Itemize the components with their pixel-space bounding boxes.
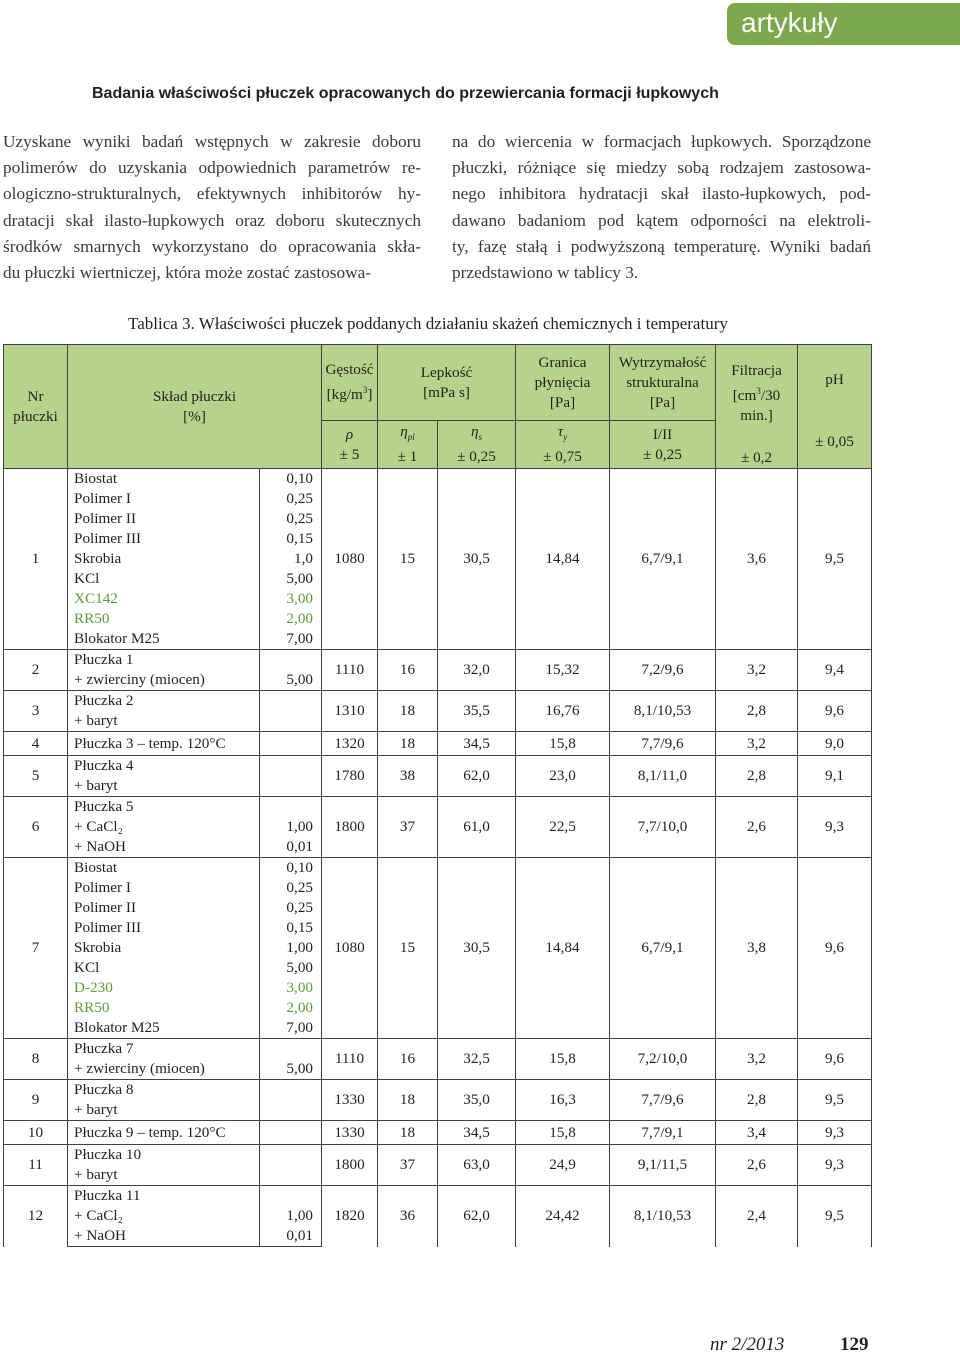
value-cell: 15,8: [516, 732, 610, 756]
component-name: Płuczka 3 – temp. 120°C: [68, 732, 260, 756]
value-cell: 62,0: [438, 756, 516, 797]
component-name: Polimer II: [68, 509, 260, 529]
component-percent: 5,00: [260, 670, 322, 691]
component-name: Polimer III: [68, 918, 260, 938]
value-cell: 15,8: [516, 1121, 610, 1145]
component-name: Skrobia: [68, 549, 260, 569]
value-cell: 7,7/9,6: [610, 1080, 716, 1121]
issue-number: nr 2/2013: [710, 1334, 785, 1355]
component-name: RR50: [68, 998, 260, 1018]
value-cell: 1320: [322, 732, 378, 756]
value-cell: 18: [378, 691, 438, 732]
value-cell: 2,8: [716, 691, 798, 732]
component-name: Polimer I: [68, 878, 260, 898]
value-cell: 18: [378, 1121, 438, 1145]
component-percent: 3,00: [260, 589, 322, 609]
header-rho: ρ ± 5: [322, 421, 378, 469]
component-percent: [260, 732, 322, 756]
value-cell: 9,6: [798, 1039, 872, 1080]
article-heading: Badania właściwości płuczek opracowanych do przewiercania formacji łupkowych: [92, 85, 719, 102]
value-cell: 1080: [322, 469, 378, 650]
component-percent: 0,15: [260, 918, 322, 938]
value-cell: 9,5: [798, 1186, 872, 1247]
table-row: [4, 732, 872, 756]
value-cell: 30,5: [438, 469, 516, 650]
value-cell: 2,6: [716, 797, 798, 858]
value-cell: 1110: [322, 650, 378, 691]
component-percent: 0,25: [260, 878, 322, 898]
header-gestosc: Gęstość $[kg/m^3]$: [322, 345, 378, 421]
component-name: Biostat: [68, 469, 260, 490]
value-cell: 6,7/9,1: [610, 469, 716, 650]
component-percent: 0,25: [260, 898, 322, 918]
value-cell: 9,5: [798, 1080, 872, 1121]
row-number: 10: [4, 1121, 68, 1145]
table-row: [4, 797, 872, 818]
value-cell: 3,2: [716, 650, 798, 691]
value-cell: 1330: [322, 1121, 378, 1145]
component-name: Blokator M25: [68, 1018, 260, 1039]
component-name: Płuczka 1: [68, 650, 260, 671]
component-percent: [260, 1080, 322, 1101]
value-cell: 9,3: [798, 1145, 872, 1186]
component-name: Płuczka 7: [68, 1039, 260, 1060]
text-line: na do wiercenia w formacjach łupkowych. Sporządzone: [452, 132, 871, 151]
table-row: [4, 756, 872, 777]
value-cell: 6,7/9,1: [610, 858, 716, 1039]
component-name: KCl: [68, 958, 260, 978]
value-cell: 15,8: [516, 1039, 610, 1080]
component-percent: [260, 1121, 322, 1145]
component-percent: [260, 1145, 322, 1166]
component-name: Płuczka 11: [68, 1186, 260, 1207]
header-nr: Nr płuczki: [4, 345, 68, 469]
component-name: Płuczka 10: [68, 1145, 260, 1166]
component-percent: 2,00: [260, 998, 322, 1018]
value-cell: 7,2/10,0: [610, 1039, 716, 1080]
row-number: 1: [4, 469, 68, 650]
table-row: [4, 469, 872, 490]
text-line: polimerów do uzyskania odpowiednich parametrów re-: [3, 158, 421, 178]
header-granica: Granica płynięcia [Pa]: [516, 345, 610, 421]
component-name: Płuczka 9 – temp. 120°C: [68, 1121, 260, 1145]
component-name: + baryt: [68, 1100, 260, 1121]
value-cell: 3,6: [716, 469, 798, 650]
component-name: Płuczka 2: [68, 691, 260, 712]
component-name: + baryt: [68, 1165, 260, 1186]
section-badge: [727, 3, 960, 45]
component-name: + zwierciny (miocen): [68, 1059, 260, 1080]
value-cell: 3,4: [716, 1121, 798, 1145]
text-line: du płuczki wiertniczej, która może zostać zastosowa-: [3, 263, 372, 283]
value-cell: 37: [378, 1145, 438, 1186]
value-cell: 24,9: [516, 1145, 610, 1186]
value-cell: 7,7/9,6: [610, 732, 716, 756]
value-cell: 3,2: [716, 732, 798, 756]
value-cell: 62,0: [438, 1186, 516, 1247]
value-cell: 18: [378, 732, 438, 756]
value-cell: 9,4: [798, 650, 872, 691]
text-line: nego inhibitora hydratacji skał ilasto-łupkowych, pod-: [452, 184, 871, 204]
header-sklad: Skład płuczki [%]: [68, 345, 322, 469]
value-cell: 2,8: [716, 1080, 798, 1121]
value-cell: 1780: [322, 756, 378, 797]
component-percent: 5,00: [260, 1059, 322, 1080]
header-eta-s: $\eta_s$ ± 0,25: [438, 421, 516, 469]
value-cell: 63,0: [438, 1145, 516, 1186]
table-caption: Tablica 3. Właściwości płuczek poddanych działaniu skażeń chemicznych i temperatury: [128, 314, 728, 333]
component-name: D-230: [68, 978, 260, 998]
value-cell: 8,1/10,53: [610, 691, 716, 732]
value-cell: 22,5: [516, 797, 610, 858]
value-cell: 16: [378, 1039, 438, 1080]
component-percent: 2,00: [260, 609, 322, 629]
row-number: 7: [4, 858, 68, 1039]
text-line: dratacji skał ilasto-łupkowych oraz doboru skutecznych: [3, 210, 421, 230]
component-name: + zwierciny (miocen): [68, 670, 260, 691]
value-cell: 30,5: [438, 858, 516, 1039]
text-line: przedstawiono w tablicy 3.: [452, 263, 639, 283]
component-name: Biostat: [68, 858, 260, 879]
value-cell: 2,4: [716, 1186, 798, 1247]
component-name: Blokator M25: [68, 629, 260, 650]
component-percent: 0,15: [260, 529, 322, 549]
header-wytrzymalosc: Wytrzymałość strukturalna [Pa]: [610, 345, 716, 421]
text-line: środków smarnych wykorzystano do opracowania skła-: [3, 236, 421, 256]
component-percent: 3,00: [260, 978, 322, 998]
component-percent: [260, 650, 322, 671]
component-percent: 7,00: [260, 1018, 322, 1039]
value-cell: 1800: [322, 797, 378, 858]
table-body: [4, 469, 872, 1247]
value-cell: 9,5: [798, 469, 872, 650]
component-percent: [260, 797, 322, 818]
table-row: [4, 858, 872, 879]
value-cell: 1330: [322, 1080, 378, 1121]
component-name: Płuczka 5: [68, 797, 260, 818]
value-cell: 3,2: [716, 1039, 798, 1080]
component-percent: 0,10: [260, 469, 322, 490]
text-line: płuczki, różniące się miedzy sobą rodzajem zastosowa-: [452, 158, 871, 178]
component-percent: 5,00: [260, 958, 322, 978]
value-cell: 38: [378, 756, 438, 797]
value-cell: 9,1: [798, 756, 872, 797]
text-line: ologiczno-strukturalnych, efektywnych inhibitorów hy-: [3, 184, 421, 204]
value-cell: 7,2/9,6: [610, 650, 716, 691]
component-percent: 1,00: [260, 817, 322, 837]
row-number: 3: [4, 691, 68, 732]
component-name: KCl: [68, 569, 260, 589]
component-name: XC142: [68, 589, 260, 609]
value-cell: 15: [378, 469, 438, 650]
value-cell: 35,5: [438, 691, 516, 732]
value-cell: 9,3: [798, 1121, 872, 1145]
component-percent: 5,00: [260, 569, 322, 589]
left-text-column: [3, 129, 421, 286]
component-name: + baryt: [68, 711, 260, 732]
value-cell: 9,3: [798, 797, 872, 858]
value-cell: 2,6: [716, 1145, 798, 1186]
row-number: 8: [4, 1039, 68, 1080]
value-cell: 15,32: [516, 650, 610, 691]
table-header: [4, 345, 872, 469]
value-cell: 35,0: [438, 1080, 516, 1121]
component-percent: 0,25: [260, 489, 322, 509]
table-row: [4, 691, 872, 712]
row-number: 9: [4, 1080, 68, 1121]
value-cell: 34,5: [438, 1121, 516, 1145]
component-name: + NaOH: [68, 1226, 260, 1247]
component-percent: [260, 1039, 322, 1060]
component-name: RR50: [68, 609, 260, 629]
component-name: Skrobia: [68, 938, 260, 958]
table-row: [4, 1145, 872, 1166]
text-line: dawano badaniom pod kątem odporności na elektroli-: [452, 210, 871, 230]
text-line: Uzyskane wyniki badań wstępnych w zakresie doboru: [3, 132, 421, 151]
component-name: Płuczka 4: [68, 756, 260, 777]
row-number: 5: [4, 756, 68, 797]
header-eta-pl: $\eta_{pl}$ ± 1: [378, 421, 438, 469]
value-cell: 1310: [322, 691, 378, 732]
value-cell: 3,8: [716, 858, 798, 1039]
value-cell: 1800: [322, 1145, 378, 1186]
section-badge-label: artykuły: [741, 7, 838, 38]
value-cell: 23,0: [516, 756, 610, 797]
header-ph: pH ± 0,05: [798, 345, 872, 469]
component-percent: 1,0: [260, 549, 322, 569]
row-number: 11: [4, 1145, 68, 1186]
text-line: ty, fazę stałą i podwyższoną temperaturę. Wyniki badań: [452, 236, 871, 256]
row-number: 4: [4, 732, 68, 756]
component-name: + CaCl₂: [68, 817, 260, 837]
table-row: [4, 1039, 872, 1060]
component-percent: 0,01: [260, 1226, 322, 1247]
component-name: + baryt: [68, 776, 260, 797]
value-cell: 1820: [322, 1186, 378, 1247]
component-percent: [260, 1100, 322, 1121]
component-name: Polimer II: [68, 898, 260, 918]
value-cell: 14,84: [516, 469, 610, 650]
table-row: [4, 1080, 872, 1101]
value-cell: 9,6: [798, 691, 872, 732]
component-percent: [260, 776, 322, 797]
page-number: 129: [840, 1334, 869, 1355]
value-cell: 9,0: [798, 732, 872, 756]
header-tau-y: $\tau_y$ ± 0,75: [516, 421, 610, 469]
value-cell: 1080: [322, 858, 378, 1039]
component-percent: [260, 691, 322, 712]
value-cell: 9,1/11,5: [610, 1145, 716, 1186]
right-text-column: [452, 129, 871, 286]
header-i-ii: I/II ± 0,25: [610, 421, 716, 469]
value-cell: 8,1/11,0: [610, 756, 716, 797]
value-cell: 36: [378, 1186, 438, 1247]
component-percent: 1,00: [260, 1206, 322, 1226]
row-number: 2: [4, 650, 68, 691]
value-cell: 18: [378, 1080, 438, 1121]
component-percent: [260, 1165, 322, 1186]
component-percent: [260, 1186, 322, 1207]
value-cell: 7,7/9,1: [610, 1121, 716, 1145]
header-lepkosc: Lepkość [mPa s]: [378, 345, 516, 421]
value-cell: 16: [378, 650, 438, 691]
row-number: 12: [4, 1186, 68, 1247]
value-cell: 1110: [322, 1039, 378, 1080]
component-percent: 0,25: [260, 509, 322, 529]
table-row: [4, 1186, 872, 1207]
value-cell: 34,5: [438, 732, 516, 756]
value-cell: 37: [378, 797, 438, 858]
component-percent: 7,00: [260, 629, 322, 650]
component-name: Polimer III: [68, 529, 260, 549]
value-cell: 32,0: [438, 650, 516, 691]
value-cell: 16,3: [516, 1080, 610, 1121]
value-cell: 32,5: [438, 1039, 516, 1080]
table-row: [4, 1121, 872, 1145]
component-percent: 0,10: [260, 858, 322, 879]
properties-table: [3, 344, 872, 1247]
component-percent: 0,01: [260, 837, 322, 858]
value-cell: 16,76: [516, 691, 610, 732]
component-name: Płuczka 8: [68, 1080, 260, 1101]
component-name: + NaOH: [68, 837, 260, 858]
component-percent: [260, 711, 322, 732]
component-name: + CaCl₂: [68, 1206, 260, 1226]
value-cell: 15: [378, 858, 438, 1039]
component-percent: 1,00: [260, 938, 322, 958]
value-cell: 61,0: [438, 797, 516, 858]
value-cell: 14,84: [516, 858, 610, 1039]
value-cell: 9,6: [798, 858, 872, 1039]
value-cell: 7,7/10,0: [610, 797, 716, 858]
value-cell: 24,42: [516, 1186, 610, 1247]
value-cell: 2,8: [716, 756, 798, 797]
value-cell: 8,1/10,53: [610, 1186, 716, 1247]
table-row: [4, 650, 872, 671]
row-number: 6: [4, 797, 68, 858]
header-filtracja: Filtracja [$cm^3/30$ min.] ± 0,2: [716, 345, 798, 469]
component-name: Polimer I: [68, 489, 260, 509]
component-percent: [260, 756, 322, 777]
